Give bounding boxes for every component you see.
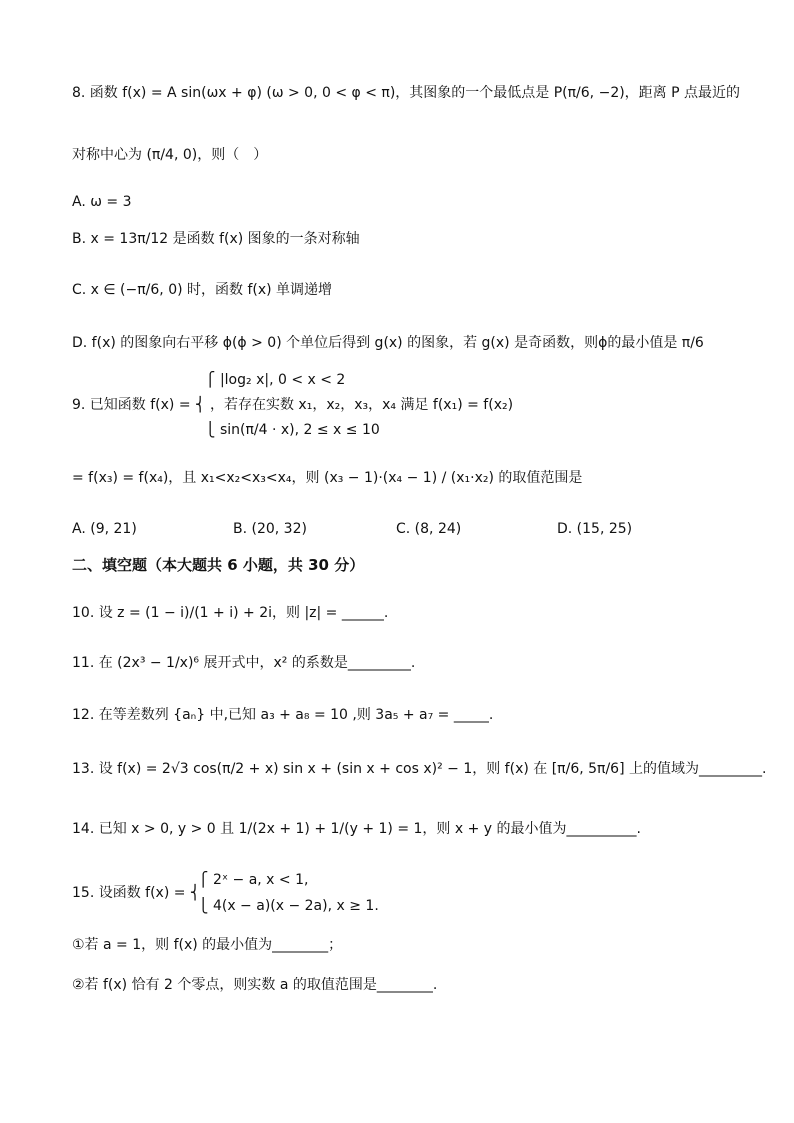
q9-stem-line1: 9. 已知函数 f(x) = ⎨ ，若存在实数 x₁，x₂，x₃，x₄ 满足 f(x₁) = f(x₂) — [72, 397, 514, 413]
q12: 12. 在等差数列 {aₙ} 中,已知 a₃ + a₈ = 10 ,则 3a₅ + a₇ = _____. — [72, 707, 494, 723]
q8-option-c: C. x ∈ (−π/6, 0) 时，函数 f(x) 单调递增 — [72, 282, 333, 298]
section-title-fill-in: 二、填空题（本大题共 6 小题，共 30 分） — [72, 556, 365, 574]
q9-piecewise-top: ⎧ |log₂ x|, 0 < x < 2 — [205, 372, 346, 388]
q15-stem: 15. 设函数 f(x) = ⎨ — [72, 885, 201, 901]
q9-option-c: C. (8, 24) — [396, 521, 462, 537]
q15-piecewise-top: ⎧ 2ˣ − a, x < 1, — [198, 872, 309, 888]
q11: 11. 在 (2x³ − 1/x)⁶ 展开式中，x² 的系数是_________. — [72, 655, 416, 671]
q8-option-d: D. f(x) 的图象向右平移 ϕ(ϕ > 0) 个单位后得到 g(x) 的图象，若 g(x) 是奇函数，则ϕ的最小值是 π/6 — [72, 335, 704, 351]
q15-part1: ①若 a = 1，则 f(x) 的最小值为________； — [72, 937, 343, 953]
q9-option-d: D. (15, 25) — [557, 521, 633, 537]
q15-piecewise-bottom: ⎩ 4(x − a)(x − 2a), x ≥ 1. — [198, 898, 379, 914]
q8-stem-line2: 对称中心为 (π/4, 0)，则（ ） — [72, 147, 268, 163]
q8-option-a: A. ω = 3 — [72, 194, 132, 210]
q9-option-b: B. (20, 32) — [233, 521, 307, 537]
q14: 14. 已知 x > 0, y > 0 且 1/(2x + 1) + 1/(y + 1) = 1，则 x + y 的最小值为__________. — [72, 821, 641, 837]
q9-piecewise-bottom: ⎩ sin(π/4 · x), 2 ≤ x ≤ 10 — [205, 422, 380, 438]
q10: 10. 设 z = (1 − i)/(1 + i) + 2i，则 |z| = ______. — [72, 605, 389, 621]
q9-option-a: A. (9, 21) — [72, 521, 137, 537]
q8-option-b: B. x = 13π/12 是函数 f(x) 图象的一条对称轴 — [72, 231, 360, 247]
q13: 13. 设 f(x) = 2√3 cos(π/2 + x) sin x + (sin x + cos x)² − 1，则 f(x) 在 [π/6, 5π/6] 上的值域为_________. — [72, 761, 767, 777]
q15-part2: ②若 f(x) 恰有 2 个零点，则实数 a 的取值范围是________. — [72, 977, 438, 993]
q9-stem-line2: = f(x₃) = f(x₄)，且 x₁<x₂<x₃<x₄，则 (x₃ − 1)·(x₄ − 1) / (x₁·x₂) 的取值范围是 — [72, 470, 583, 486]
q8-stem-line1: 8. 函数 f(x) = A sin(ωx + φ) (ω > 0, 0 < φ < π)，其图象的一个最低点是 P(π/6, −2)，距离 P 点最近的 — [72, 85, 741, 101]
